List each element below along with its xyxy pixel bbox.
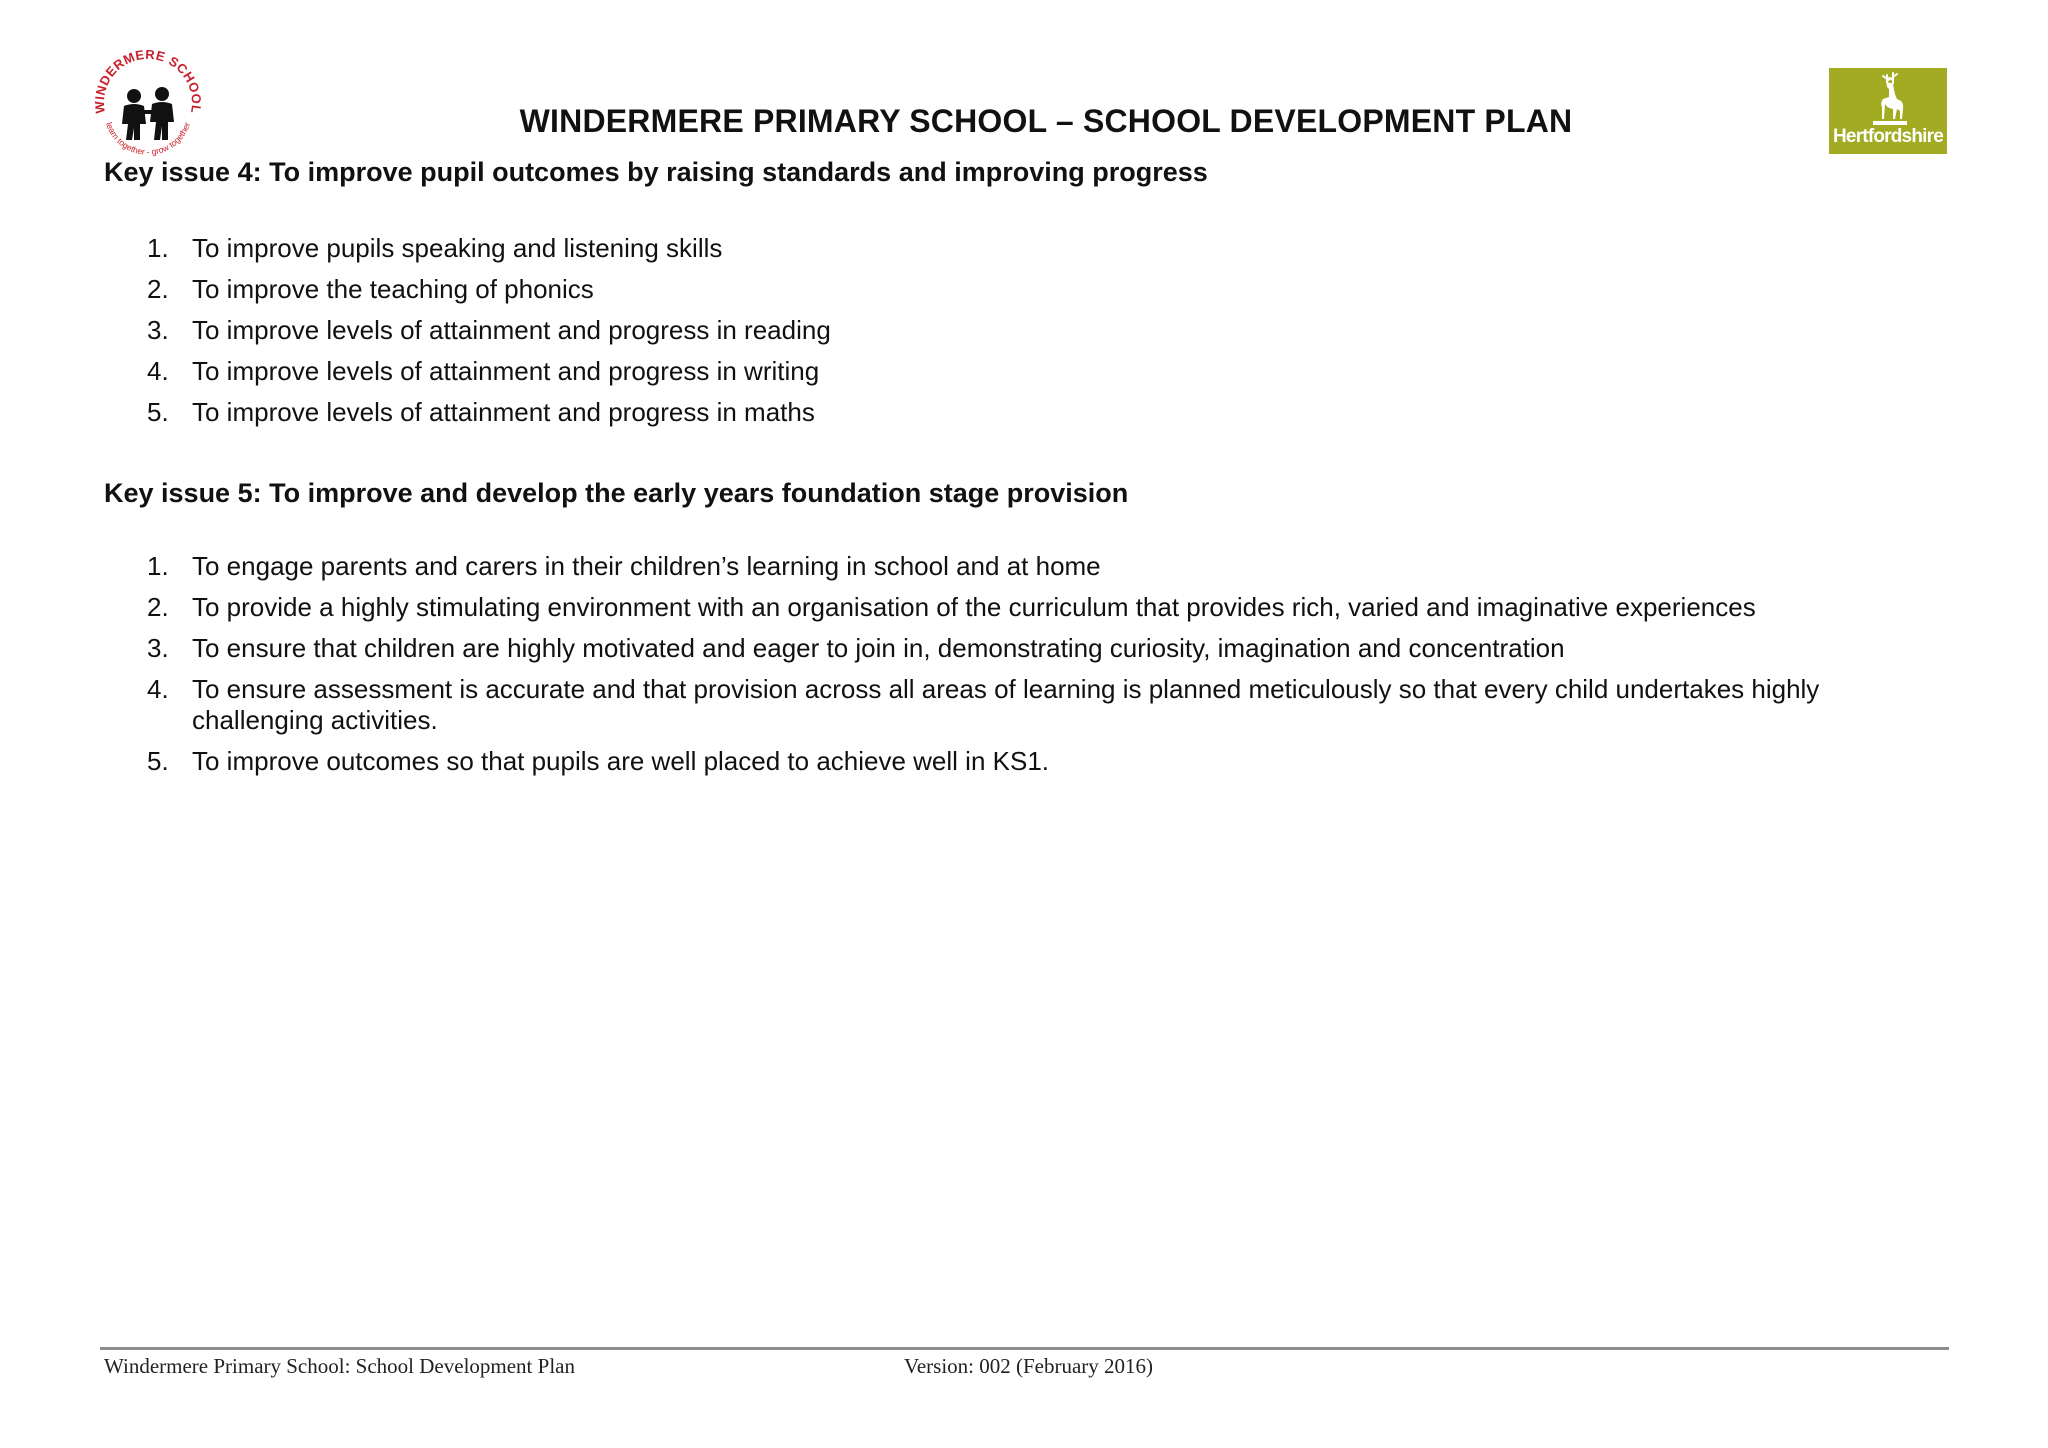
svg-text:learn together - grow together: learn together - grow together — [103, 121, 193, 157]
key-issue-5-objectives — [104, 551, 1924, 787]
footer-document-name: Windermere Primary School: School Development Plan — [104, 1354, 575, 1378]
list-item — [104, 233, 1924, 264]
list-item-text: To improve outcomes so that pupils are well placed to achieve well in KS1. — [192, 746, 1049, 776]
key-issue-4-objectives — [104, 233, 1924, 438]
list-item-number: 4. — [147, 674, 169, 704]
list-item — [104, 592, 1924, 623]
list-item — [104, 397, 1924, 428]
svg-text:WINDERMERE SCHOOL: WINDERMERE SCHOOL — [91, 50, 205, 115]
list-item-number: 1. — [147, 551, 169, 581]
key-issue-5-heading: Key issue 5: To improve and develop the early years foundation stage provision — [104, 478, 1129, 508]
list-item-number: 5. — [147, 746, 169, 776]
list-item — [104, 633, 1924, 664]
list-item-text: To improve levels of attainment and progress in maths — [192, 397, 815, 427]
list-item-text: To ensure assessment is accurate and that provision across all areas of learning is planned meticulously so that every child undertakes highly challenging activities. — [192, 674, 1820, 735]
list-item — [104, 356, 1924, 387]
list-item-text: To provide a highly stimulating environment with an organisation of the curriculum that provides rich, varied and imaginative experiences — [192, 592, 1756, 622]
list-item-number: 5. — [147, 397, 169, 427]
list-item-number: 3. — [147, 633, 169, 663]
list-item-number: 4. — [147, 356, 169, 386]
list-item — [104, 551, 1924, 582]
footer-version: Version: 002 (February 2016) — [904, 1354, 1154, 1378]
footer-divider — [100, 1347, 1949, 1350]
key-issue-4-heading: Key issue 4: To improve pupil outcomes by raising standards and improving progress — [104, 157, 1208, 187]
list-item-number: 1. — [147, 233, 169, 263]
list-item-text: To improve levels of attainment and progress in reading — [192, 315, 831, 345]
page-title: WINDERMERE PRIMARY SCHOOL – SCHOOL DEVELOPMENT PLAN — [519, 103, 1573, 139]
list-item-text: To improve levels of attainment and progress in writing — [192, 356, 820, 386]
list-item — [104, 674, 1924, 736]
list-item-number: 3. — [147, 315, 169, 345]
list-item-text: To ensure that children are highly motivated and eager to join in, demonstrating curiosity, imagination and concentration — [192, 633, 1565, 663]
hertfordshire-wordmark: Hertfordshire — [1833, 126, 1943, 147]
list-item-text: To improve pupils speaking and listening skills — [192, 233, 723, 263]
list-item-text: To engage parents and carers in their children’s learning in school and at home — [192, 551, 1101, 581]
list-item — [104, 315, 1924, 346]
list-item — [104, 274, 1924, 305]
list-item — [104, 746, 1924, 777]
list-item-number: 2. — [147, 274, 169, 304]
list-item-number: 2. — [147, 592, 169, 622]
list-item-text: To improve the teaching of phonics — [192, 274, 594, 304]
